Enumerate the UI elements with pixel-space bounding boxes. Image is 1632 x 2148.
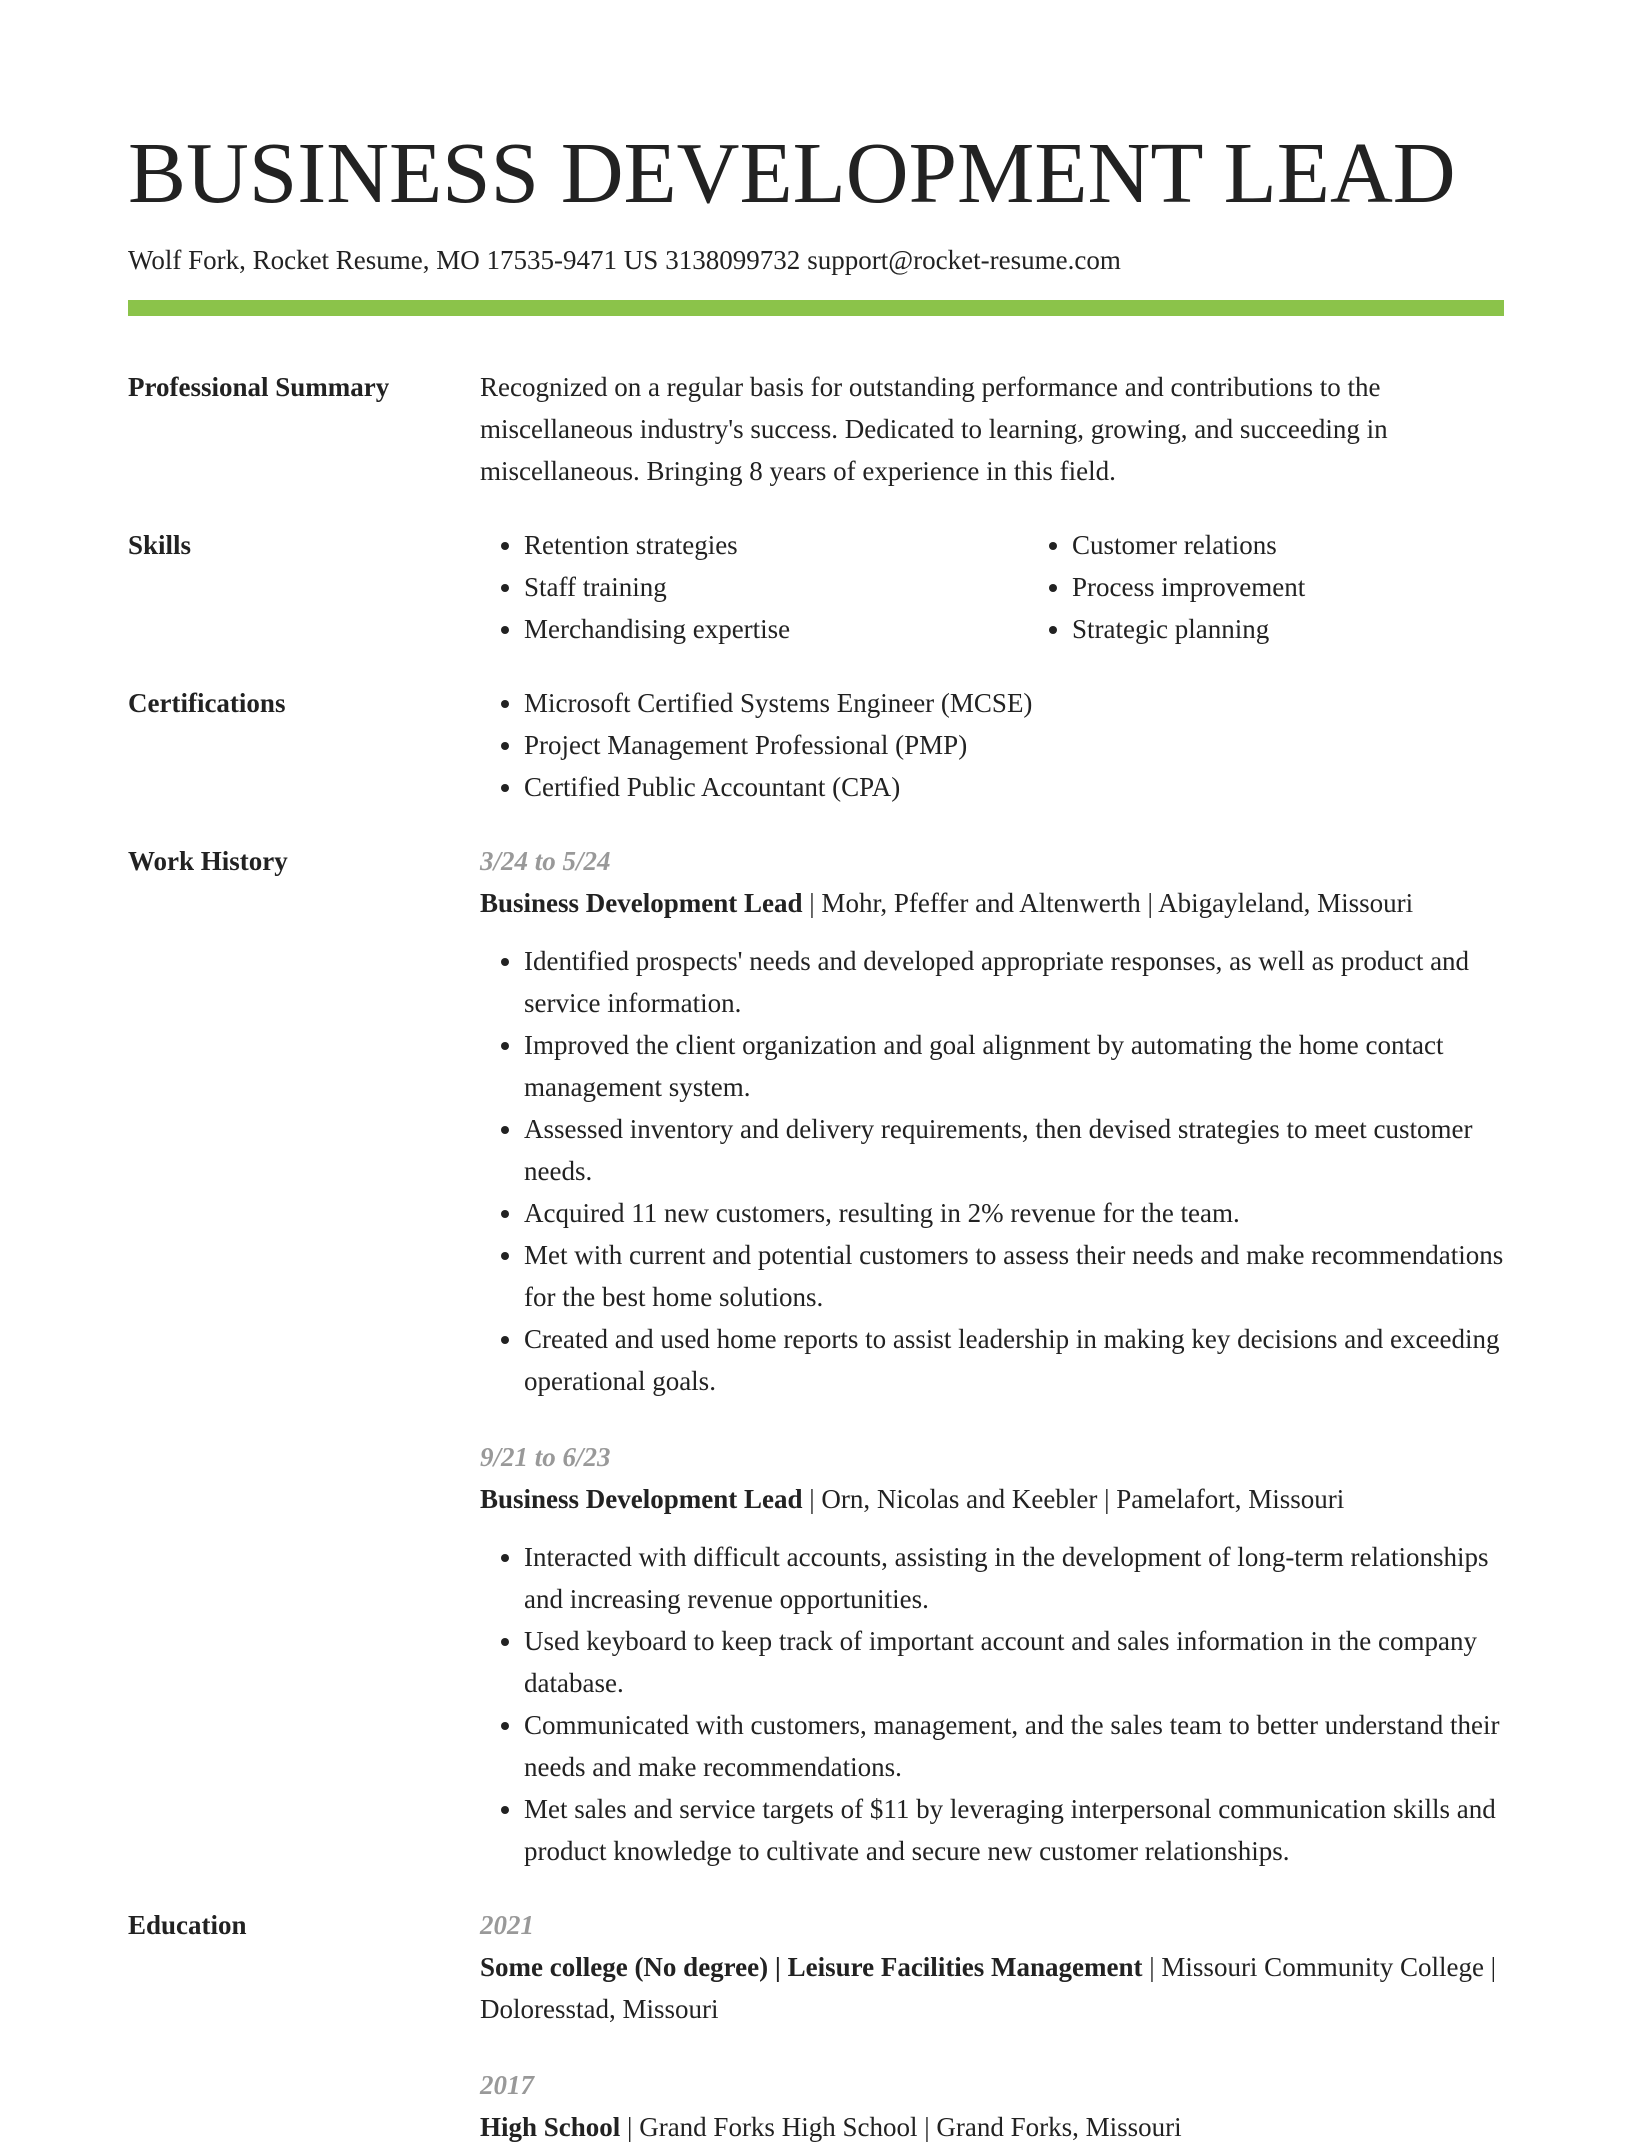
job-bullet: • Used keyboard to keep track of important account and sales information in the company database.: [524, 1620, 1504, 1704]
summary-text: Recognized on a regular basis for outstanding performance and contributions to the miscellaneous industry's success. Dedicated to learning, growing, and succeeding in miscellaneous. Bringing 8 years of experience in this field.: [480, 372, 1388, 486]
education-details: | Grand Forks High School | Grand Forks, Missouri: [620, 2112, 1182, 2142]
skills-grid: [480, 524, 1504, 650]
skill-item: • Retention strategies: [524, 524, 1028, 566]
certifications-body: [480, 682, 1504, 808]
header-divider: [128, 300, 1504, 316]
job-bullet: • Met with current and potential customers to assess their needs and make recommendations for the best home solutions.: [524, 1234, 1504, 1318]
section-label: Professional Summary: [128, 372, 390, 402]
skills-left-list: [480, 524, 1028, 650]
section-label: Education: [128, 1910, 247, 1940]
skill-item: • Process improvement: [1072, 566, 1548, 608]
job-details: | Mohr, Pfeffer and Altenwerth | Abigayleland, Missouri: [802, 888, 1414, 918]
job-title: Business Development Lead: [480, 888, 803, 918]
job-bullet: • Identified prospects' needs and developed appropriate responses, as well as product and service information.: [524, 940, 1504, 1024]
skill-item: • Staff training: [524, 566, 1028, 608]
contact-phone: 3138099732: [665, 245, 801, 275]
job-bullet: • Created and used home reports to assist leadership in making key decisions and exceeding operational goals.: [524, 1318, 1504, 1402]
work-history-section: [128, 840, 1504, 1872]
job-dates: 9/21 to 6/23: [480, 1442, 611, 1472]
skill-item: • Strategic planning: [1072, 608, 1548, 650]
certifications-list: [480, 682, 1504, 808]
education-degree: Some college (No degree) | Leisure Facilities Management: [480, 1952, 1143, 1982]
job-entry: [480, 1436, 1504, 1872]
job-bullet: • Improved the client organization and goal alignment by automating the home contact management system.: [524, 1024, 1504, 1108]
job-bullet: • Assessed inventory and delivery requirements, then devised strategies to meet customer needs.: [524, 1108, 1504, 1192]
job-title: Business Development Lead: [480, 1484, 803, 1514]
education-section: [128, 1904, 1504, 2148]
education-details: | Missouri Community College | Doloresstad, Missouri: [480, 1952, 1497, 2024]
education-body: [480, 1904, 1504, 2148]
job-heading: [480, 882, 1504, 924]
skill-item: • Customer relations: [1072, 524, 1548, 566]
section-label: Skills: [128, 530, 192, 560]
section-label: Work History: [128, 846, 288, 876]
skills-right-list: [1028, 524, 1548, 650]
job-bullet: • Communicated with customers, management, and the sales team to better understand their needs and make recommendations.: [524, 1704, 1504, 1788]
education-heading: [480, 2106, 1504, 2148]
skill-item: • Merchandising expertise: [524, 608, 1028, 650]
job-bullet: • Acquired 11 new customers, resulting in 2% revenue for the team.: [524, 1192, 1504, 1234]
job-bullet: • Interacted with difficult accounts, assisting in the development of long-term relationships and increasing revenue opportunities.: [524, 1536, 1504, 1620]
contact-email: support@rocket-resume.com: [807, 245, 1121, 275]
education-entry: [480, 1904, 1504, 2030]
resume-name: BUSINESS DEVELOPMENT LEAD: [128, 124, 1456, 221]
job-details: | Orn, Nicolas and Keebler | Pamelafort, Missouri: [802, 1484, 1345, 1514]
education-entry: [480, 2064, 1504, 2148]
education-year: 2021: [480, 1910, 534, 1940]
education-heading: [480, 1946, 1504, 2030]
job-bullet: • Met sales and service targets of $11 by leveraging interpersonal communication skills and product knowledge to cultivate and secure new customer relationships.: [524, 1788, 1504, 1872]
certification-item: • Microsoft Certified Systems Engineer (MCSE): [524, 682, 1504, 724]
contact-line: [128, 242, 1504, 278]
skills-section: [128, 524, 1504, 650]
contact-address: Wolf Fork, Rocket Resume, MO 17535-9471 US: [128, 245, 659, 275]
certifications-section: [128, 682, 1504, 808]
job-entry: [480, 840, 1504, 1402]
job-dates: 3/24 to 5/24: [480, 846, 611, 876]
certification-item: • Project Management Professional (PMP): [524, 724, 1504, 766]
summary-section: [128, 366, 1504, 492]
education-degree: High School: [480, 2112, 621, 2142]
work-history-body: [480, 840, 1504, 1872]
education-year: 2017: [480, 2070, 534, 2100]
job-heading: [480, 1478, 1504, 1520]
job-bullet-list: [480, 1536, 1504, 1872]
certification-item: • Certified Public Accountant (CPA): [524, 766, 1504, 808]
resume-page: [128, 0, 1504, 2148]
section-label: Certifications: [128, 688, 286, 718]
job-bullet-list: [480, 940, 1504, 1402]
